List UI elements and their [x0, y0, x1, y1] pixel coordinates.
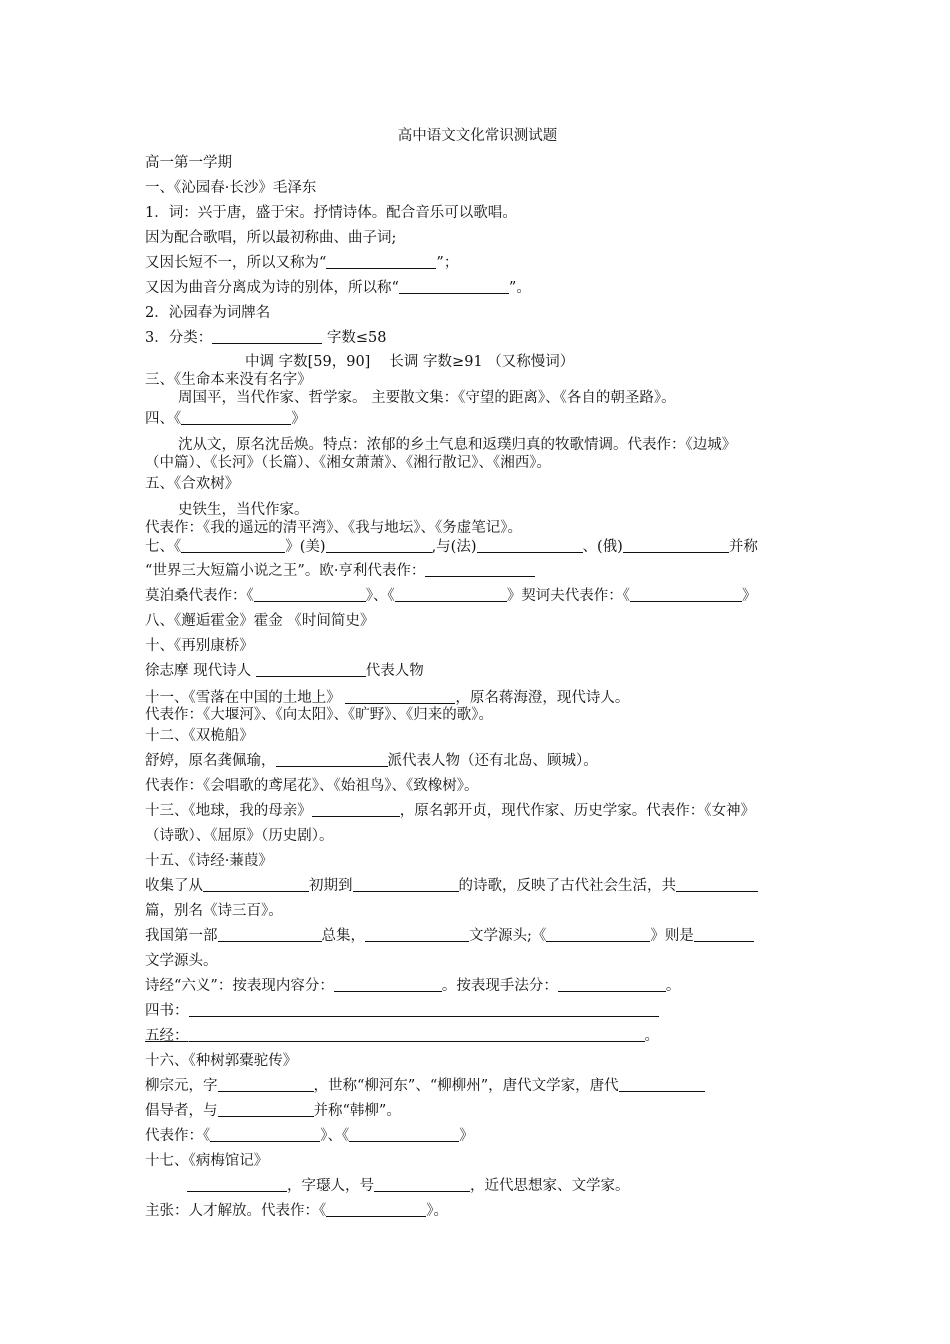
text-line: 文学源头。: [145, 953, 218, 969]
fill-blank[interactable]: [212, 328, 322, 344]
text-line: 主张：人才解放。代表作：《 》。: [145, 1203, 448, 1219]
text-line: 篇，别名《诗三百》。: [145, 903, 283, 919]
fill-blank[interactable]: [334, 976, 442, 992]
fill-blank[interactable]: [254, 586, 366, 602]
text-line: 七、《 》(美) ,与(法) 、(俄) 并称: [145, 539, 758, 555]
text-line: 五经： 。: [145, 1028, 659, 1044]
text-line: 徐志摩 现代诗人 代表人物: [145, 663, 424, 679]
document-title: 高中语文文化常识测试题: [397, 128, 558, 144]
fill-blank[interactable]: [210, 1126, 320, 1142]
text-line: 柳宗元，字 ，世称“柳河东”、“柳柳州”，唐代文学家，唐代: [145, 1074, 810, 1099]
fill-blank[interactable]: [630, 586, 742, 602]
text-line: 史铁生，当代作家。: [178, 502, 309, 518]
fill-blank[interactable]: [694, 926, 754, 942]
text-line: 收集了从 初期到 的诗歌，反映了古代社会生活，共: [145, 874, 810, 899]
text-line: 2．沁园春为词牌名: [145, 305, 271, 321]
fill-blank[interactable]: [425, 561, 535, 577]
text-line: 周国平，当代作家、哲学家。 主要散文集：《守望的距离》、《各自的朝圣路》。: [178, 390, 676, 406]
section-heading: 十七、《病梅馆记》: [145, 1153, 269, 1169]
section-heading: 四、《 》: [145, 411, 306, 427]
fill-blank[interactable]: [276, 751, 388, 767]
section-heading: 十、《再别康桥》: [145, 638, 254, 654]
fill-blank[interactable]: [218, 926, 322, 942]
text-line: 代表作：《大堰河》、《向太阳》、《旷野》、《归来的歌》。: [145, 707, 493, 723]
fill-blank[interactable]: [353, 876, 459, 892]
fill-blank[interactable]: [558, 976, 666, 992]
text-line: “世界三大短篇小说之王”。欧·亨利代表作：: [145, 559, 810, 584]
fill-blank[interactable]: [312, 801, 400, 817]
fill-blank[interactable]: [256, 661, 366, 677]
text-line: 中调 字数[59，90] 长调 字数≥91 （又称慢词）: [245, 354, 575, 370]
text-line: 因为配合歌唱，所以最初称曲、曲子词;: [145, 230, 397, 246]
text-line: 3．分类： 字数≤58: [145, 330, 387, 346]
text-line: 又因长短不一，所以又称为“ ”；: [145, 255, 459, 271]
text-line: 倡导者，与 并称“韩柳”。: [145, 1103, 401, 1119]
fill-blank[interactable]: [619, 1076, 705, 1092]
section-heading: 十三、《地球，我的母亲》 ，原名郭开贞，现代作家、历史学家。代表作：《女神》: [145, 803, 755, 819]
document: [145, 124, 810, 1224]
fill-blank[interactable]: [374, 1176, 470, 1192]
text-line: 1．词：兴于唐，盛于宋。抒情诗体。配合音乐可以歌唱。: [145, 205, 517, 221]
section-heading: 十二、《双桅船》: [145, 728, 254, 744]
fill-blank[interactable]: [218, 1076, 314, 1092]
fill-blank[interactable]: [623, 537, 729, 553]
section-heading: 十五、《诗经·蒹葭》: [145, 853, 273, 869]
section-heading: 十一、《雪落在中国的土地上》 ，原名蒋海澄，现代诗人。: [145, 690, 630, 706]
text-line: 诗经“六义”：按表现内容分： 。按表现手法分： 。: [145, 978, 681, 994]
text-line: 莫泊桑代表作：《 》、《 》契诃夫代表作：《 》: [145, 588, 757, 604]
fill-blank[interactable]: [345, 688, 455, 704]
text-line: 代表作：《我的遥远的清平湾》、《我与地坛》、《务虚笔记》。: [145, 520, 522, 536]
fill-blank[interactable]: [395, 586, 507, 602]
fill-blank[interactable]: [326, 537, 432, 553]
fill-blank[interactable]: [203, 876, 309, 892]
fill-blank[interactable]: [326, 253, 436, 269]
text-line: 代表作：《会唱歌的鸢尾花》、《始祖鸟》、《致橡树》。: [145, 778, 479, 794]
fill-blank[interactable]: [189, 1001, 659, 1017]
text-line: 舒婷，原名龚佩瑜， 派代表人物（还有北岛、顾城）。: [145, 753, 598, 769]
text-line: （诗歌）、《屈原》（历史剧）。: [145, 828, 334, 844]
text-line: ，字璱人，号 ，近代思想家、文学家。: [145, 1174, 810, 1199]
fill-blank[interactable]: [676, 876, 758, 892]
semester-heading: 高一第一学期: [145, 155, 232, 171]
text-line: 代表作：《 》、《 》: [145, 1128, 474, 1144]
text-line: 沈从文，原名沈岳焕。特点：浓郁的乡土气息和返璞归真的牧歌情调。代表作：《边城》: [178, 437, 737, 453]
text-line: （中篇）、《长河》（长篇）、《湘女萧萧》、《湘行散记》、《湘西》。: [145, 455, 551, 471]
section-heading: 五、《合欢树》: [145, 476, 240, 492]
fill-blank[interactable]: [187, 1176, 287, 1192]
section-heading: 八、《邂逅霍金》霍金 《时间简史》: [145, 613, 375, 629]
text-line: 四书：: [145, 999, 810, 1024]
section-heading: 一、《沁园春·长沙》毛泽东: [145, 180, 317, 196]
fill-blank[interactable]: [326, 1201, 426, 1217]
fill-blank[interactable]: [477, 537, 583, 553]
fill-blank[interactable]: [218, 1101, 314, 1117]
fill-blank[interactable]: [189, 1026, 645, 1042]
section-heading: 三、《生命本来没有名字》: [145, 372, 312, 388]
fill-blank[interactable]: [181, 409, 291, 425]
fill-blank[interactable]: [349, 1126, 459, 1142]
fill-blank[interactable]: [546, 926, 650, 942]
fill-blank[interactable]: [365, 926, 469, 942]
text-line: 又因为曲音分离成为诗的别体，所以称“ ”。: [145, 280, 531, 296]
fill-blank[interactable]: [181, 537, 285, 553]
text-line: 我国第一部 总集， 文学源头;《 》则是: [145, 924, 810, 949]
section-heading: 十六、《种树郭橐驼传》: [145, 1053, 298, 1069]
fill-blank[interactable]: [399, 278, 509, 294]
